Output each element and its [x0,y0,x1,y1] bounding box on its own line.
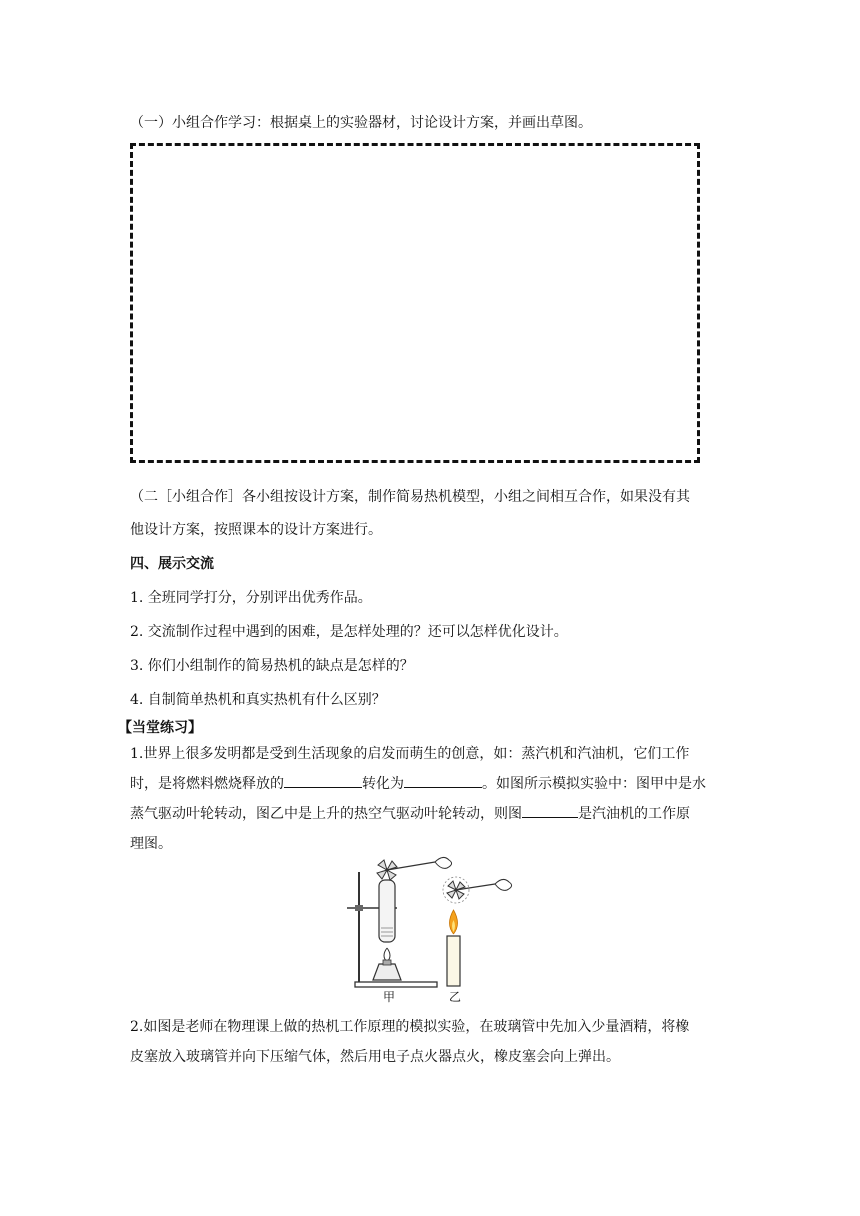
q1-text-b: 转化为 [362,776,404,792]
list-item: 1. 全班同学打分，分别评出优秀作品。 [130,590,372,606]
q1-text-a: 时，是将燃料燃烧释放的 [130,776,284,792]
figure-label-jia: 甲 [383,990,396,1004]
q1-line-2 [130,773,706,793]
candle [447,936,460,986]
q2-line-2: 皮塞放入玻璃管并向下压缩气体，然后用电子点火器点火，橡皮塞会向上弹出。 [130,1049,620,1065]
hand-icon [495,879,512,890]
list-item: 2. 交流制作过程中遇到的困难，是怎样处理的？还可以怎样优化设计。 [130,624,568,640]
section-one-text: （一）小组合作学习：根据桌上的实验器材，讨论设计方案，并画出草图。 [130,115,592,131]
q1-line-4: 理图。 [130,836,172,852]
answer-blank-3[interactable] [522,803,578,818]
stand-base [355,982,437,987]
q1-line-1: 1.世界上很多发明都是受到生活现象的启发而萌生的创意，如：蒸汽机和汽油机，它们工作 [130,746,690,762]
sketch-area [130,143,700,463]
alcohol-burner [373,964,401,980]
list-item: 4. 自制简单热机和真实热机有什么区别？ [130,692,386,708]
answer-blank-1[interactable] [284,773,362,788]
q1-line-3 [130,803,690,823]
clamp-knob [355,905,363,911]
q2-line-1: 2.如图是老师在物理课上做的热机工作原理的模拟实验，在玻璃管中先加入少量酒精，将橡 [130,1019,690,1035]
section-two-line-2: 他设计方案，按照课本的设计方案进行。 [130,522,382,538]
figure-label-yi: 乙 [449,990,462,1004]
experiment-illustration [335,852,535,1002]
heading-four: 四、展示交流 [130,556,214,572]
q1-text-c: 。如图所示模拟实验中：图甲中是水 [482,776,706,792]
experiment-figure [335,852,535,1002]
section-two-line-1: （二［小组合作］各小组按设计方案，制作简易热机模型，小组之间相互合作，如果没有其 [130,489,690,505]
q1-text-e: 是汽油机的工作原 [578,806,690,822]
practice-heading: 【当堂练习】 [118,720,202,736]
q1-text-d: 蒸气驱动叶轮转动，图乙中是上升的热空气驱动叶轮转动，则图 [130,806,522,822]
hand-icon [435,857,452,868]
test-tube [379,880,395,942]
list-item: 3. 你们小组制作的简易热机的缺点是怎样的？ [130,658,414,674]
answer-blank-2[interactable] [404,773,482,788]
